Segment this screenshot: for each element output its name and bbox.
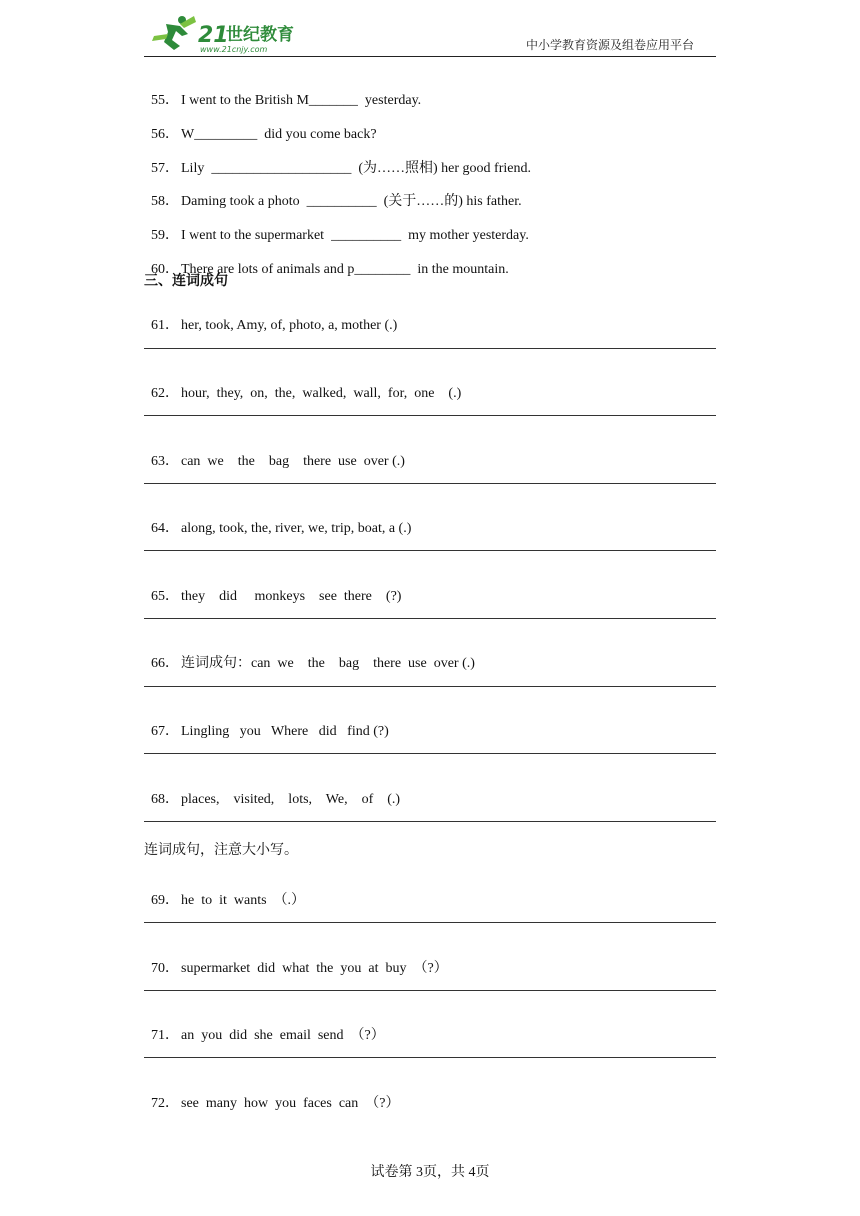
svg-text:www.21cnjy.com: www.21cnjy.com [200,45,268,54]
question-55 [144,74,421,110]
question-72 [144,1077,399,1113]
section-title: 三、连词成句 [144,273,228,289]
question-text: see many how you faces can （?） [181,1096,400,1111]
question-67 [144,705,389,741]
question-59 [144,209,529,245]
question-number: 66． [151,656,179,671]
instruction-text: 连词成句，注意大小写。 [144,842,298,858]
question-number: 61． [151,318,179,333]
logo-icon [144,12,314,54]
question-text: I went to the supermarket __________ my mother yesterday. [181,228,529,243]
question-text: There are lots of animals and p________ in the mountain. [181,262,509,277]
question-number: 68． [151,792,179,807]
answer-line-61[interactable] [144,348,716,349]
page-footer: 试卷第 3页，共 4页 [370,1165,490,1180]
question-62 [144,367,461,403]
page-header [144,12,716,57]
question-61 [144,299,397,335]
question-56 [144,108,377,144]
logo-text: 世纪教育 [226,25,294,45]
question-text: they did monkeys see there (?) [181,589,402,604]
question-text: can we the bag there use over (.) [181,454,405,469]
answer-line-70[interactable] [144,990,716,991]
question-number: 55． [151,93,179,108]
question-number: 67． [151,724,179,739]
question-number: 64． [151,521,179,536]
question-text: places, visited, lots, We, of (.) [181,792,401,807]
answer-line-65[interactable] [144,618,716,619]
question-71 [144,1009,385,1045]
question-text: Daming took a photo __________ (关于……的) his father. [181,194,522,209]
question-text: he to it wants （.） [181,893,306,908]
question-66 [144,637,475,673]
question-70 [144,942,448,978]
answer-line-68[interactable] [144,821,716,822]
question-text: Lily ____________________ (为……照相) her good friend. [181,161,531,176]
question-text: 连词成句：can we the bag there use over (.) [181,656,475,671]
question-69 [144,874,305,910]
question-58 [144,175,522,211]
question-number: 60． [151,262,179,277]
question-65 [144,570,401,606]
question-text: supermarket did what the you at buy （?） [181,961,448,976]
question-number: 71． [151,1028,179,1043]
question-number: 59． [151,228,179,243]
question-57 [144,142,531,178]
question-number: 58． [151,194,179,209]
question-64 [144,502,411,538]
question-number: 57． [151,161,179,176]
question-text: hour, they, on, the, walked, wall, for, one (.) [181,386,462,401]
answer-line-62[interactable] [144,415,716,416]
question-number: 69． [151,893,179,908]
question-63 [144,435,405,471]
question-text: an you did she email send （?） [181,1028,385,1043]
svg-text:21: 21 [198,23,229,48]
answer-line-69[interactable] [144,922,716,923]
question-text: her, took, Amy, of, photo, a, mother (.) [181,318,398,333]
answer-line-66[interactable] [144,686,716,687]
question-number: 62． [151,386,179,401]
question-number: 70． [151,961,179,976]
site-name: 中小学教育资源及组卷应用平台 [525,38,694,52]
question-number: 65． [151,589,179,604]
question-number: 56． [151,127,179,142]
question-text: I went to the British M_______ yesterday. [181,93,422,108]
question-text: along, took, the, river, we, trip, boat, a (.) [181,521,412,536]
question-text: W_________ did you come back? [181,127,377,142]
answer-line-64[interactable] [144,550,716,551]
answer-line-71[interactable] [144,1057,716,1058]
answer-line-67[interactable] [144,753,716,754]
question-number: 63． [151,454,179,469]
answer-line-63[interactable] [144,483,716,484]
question-text: Lingling you Where did find (?) [181,724,389,739]
question-68 [144,773,400,809]
question-number: 72． [151,1096,179,1111]
